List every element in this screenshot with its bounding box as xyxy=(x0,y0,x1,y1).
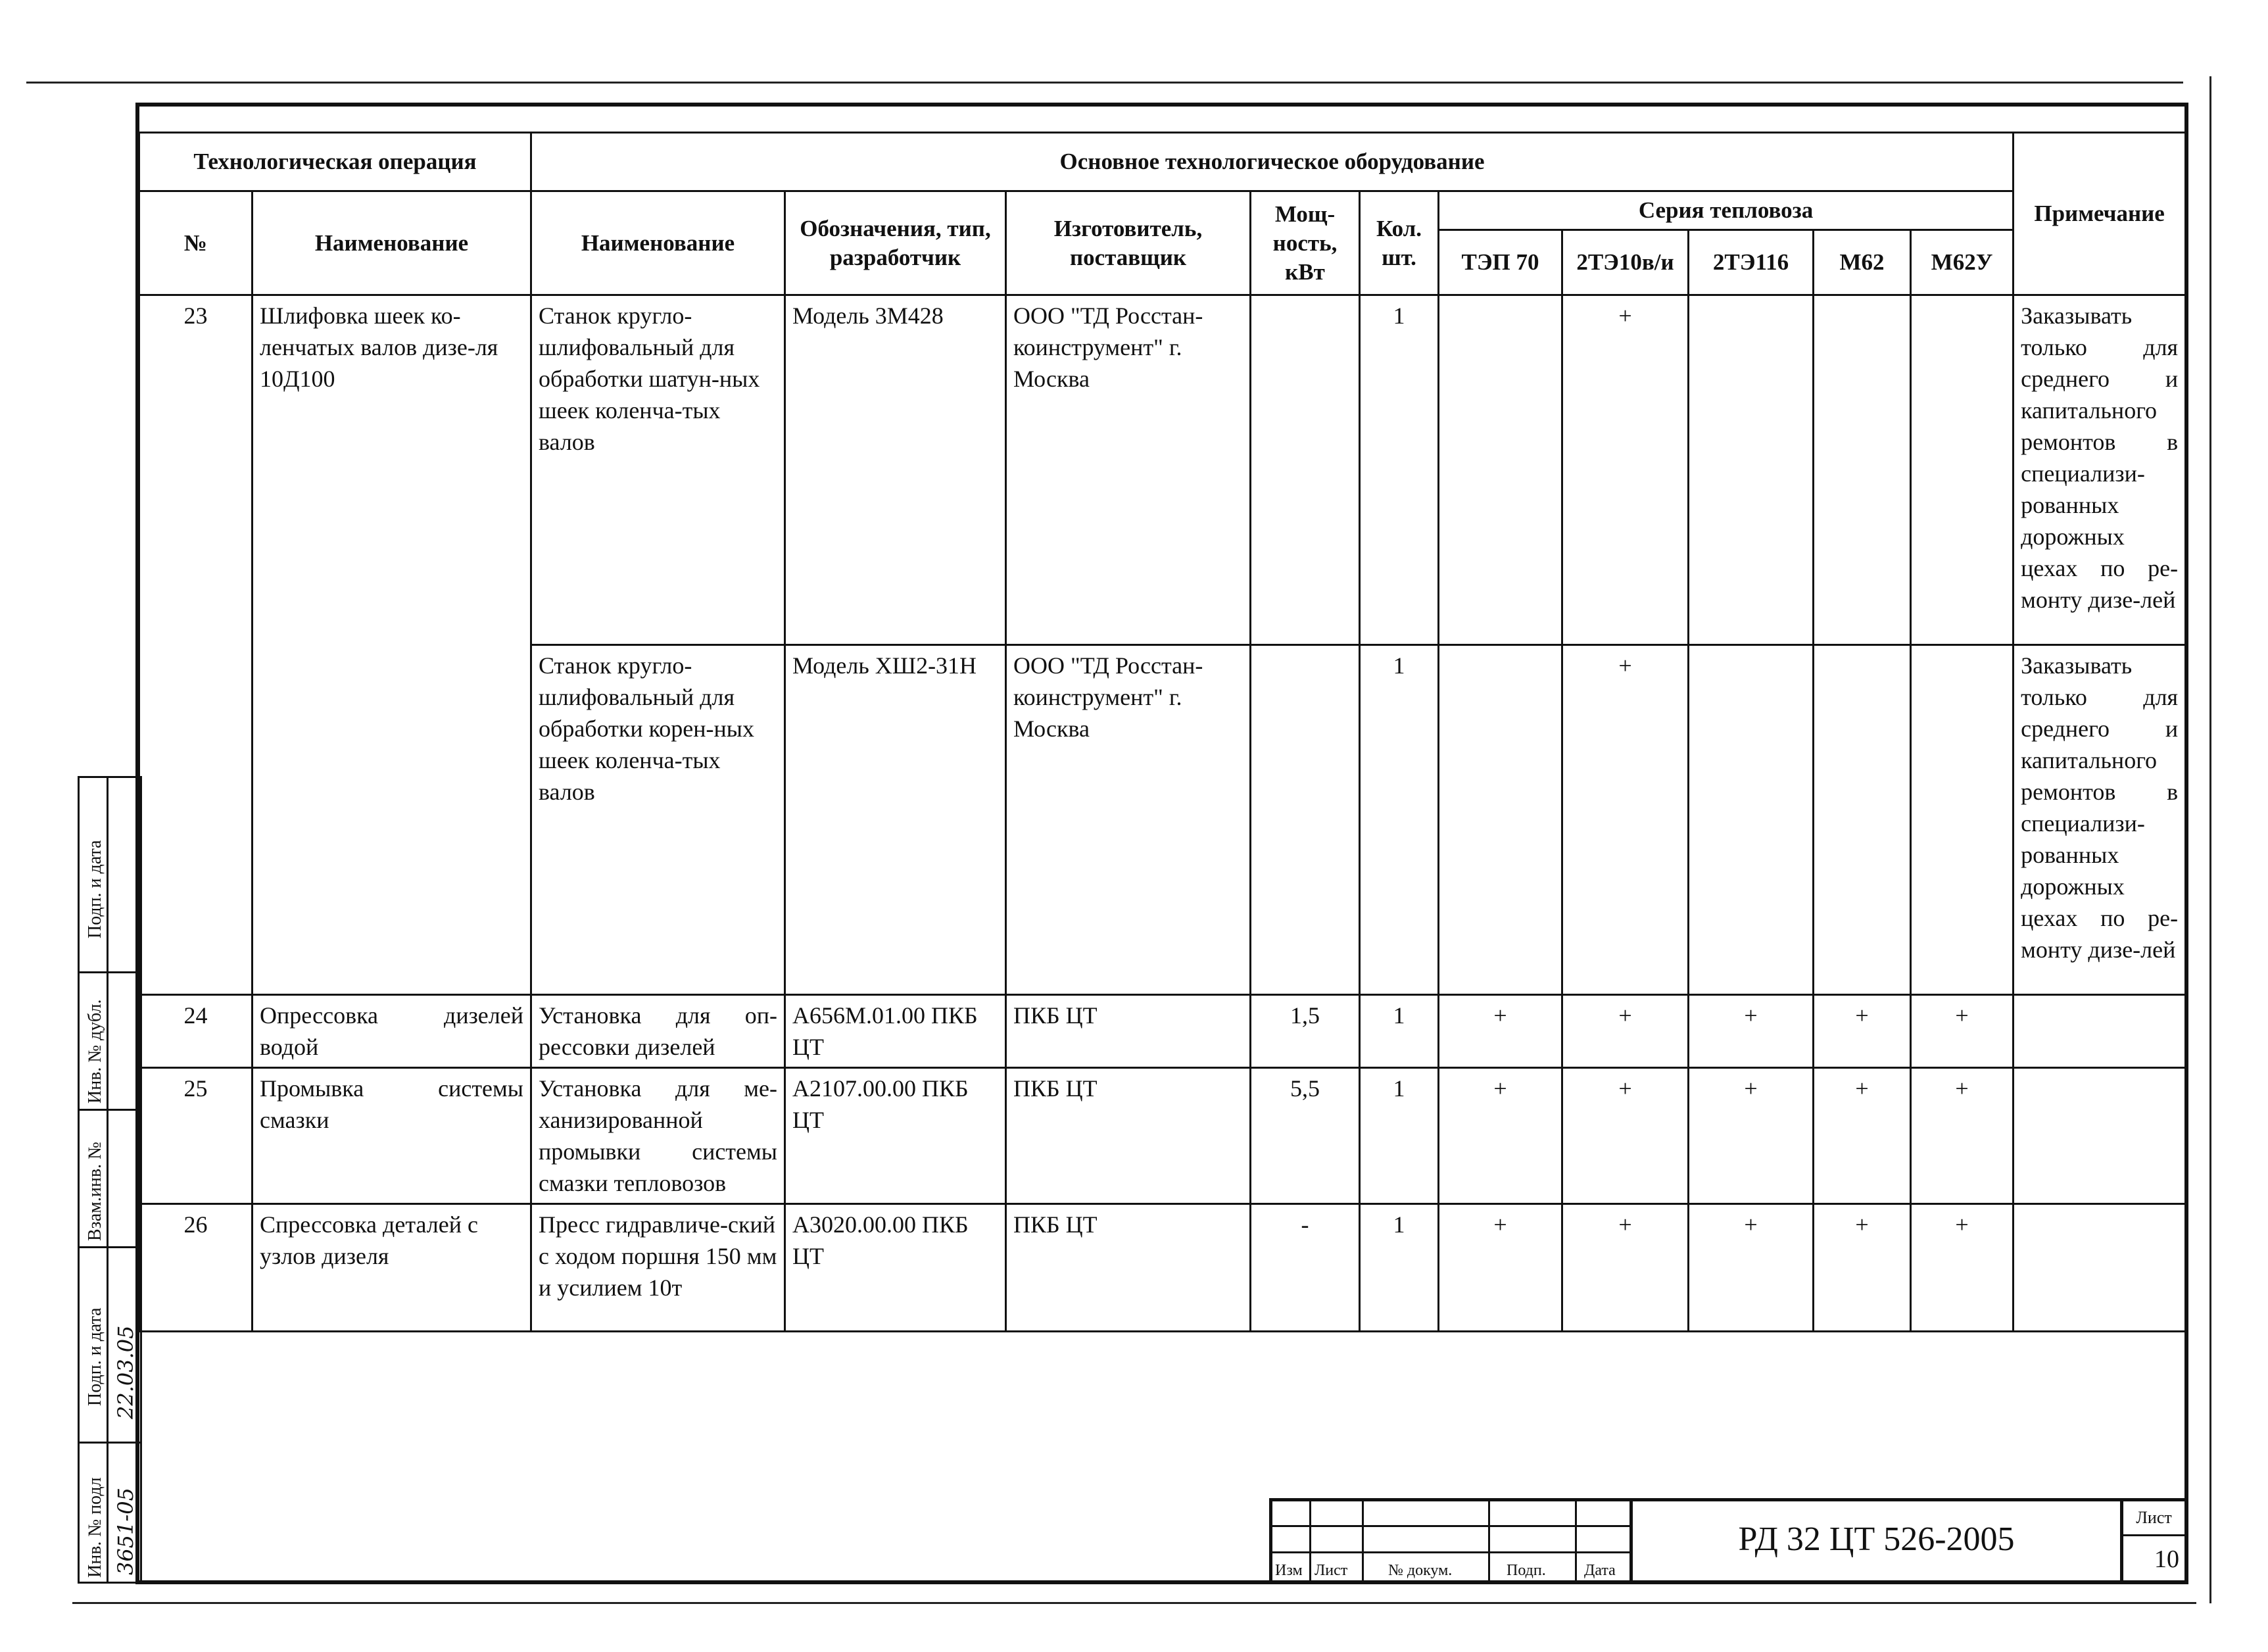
row-loco-2te10: + xyxy=(1562,645,1689,995)
revision-grid xyxy=(1269,1498,1629,1581)
sheet-number: 10 xyxy=(2154,1545,2179,1573)
scan-edge-bottom xyxy=(72,1602,2196,1604)
loco-header-2te10: 2ТЭ10в/и xyxy=(1562,230,1689,295)
eq-name-header: Наименование xyxy=(531,191,785,295)
equipment-header: Основное технологическое оборудование xyxy=(531,133,2014,191)
row-loco-tep70 xyxy=(1439,295,1562,645)
row-loco-m62 xyxy=(1814,645,1911,995)
row-manufacturer: ПКБ ЦТ xyxy=(1006,1068,1251,1204)
strip-cell-sign-date-2 xyxy=(78,1246,142,1444)
loco-header-m62u: М62У xyxy=(1911,230,2014,295)
row-qty: 1 xyxy=(1360,1068,1439,1204)
row-loco-m62u xyxy=(1911,295,2014,645)
row-no: 23 xyxy=(139,295,253,995)
equipment-table xyxy=(138,132,2186,1332)
row-no: 25 xyxy=(139,1068,253,1204)
row-qty: 1 xyxy=(1360,995,1439,1068)
qty-header: Кол. шт. xyxy=(1360,191,1439,295)
row-manufacturer: ООО "ТД Росстан-коинструмент" г. Москва xyxy=(1006,645,1251,995)
row-note xyxy=(2014,995,2186,1068)
row-operation: Шлифовка шеек ко-ленчатых валов дизе-ля 10Д100 xyxy=(253,295,531,995)
row-operation: Спрессовка деталей с узлов дизеля xyxy=(253,1204,531,1332)
document-number: РД 32 ЦТ 526-2005 xyxy=(1629,1498,2120,1581)
binding-strip xyxy=(78,776,142,1584)
sheet-box xyxy=(2120,1498,2184,1581)
strip-handwritten-date: 22.03.05 xyxy=(113,1325,138,1419)
scan-edge-top xyxy=(26,82,2183,84)
row-loco-m62: + xyxy=(1814,1068,1911,1204)
row-power: 5,5 xyxy=(1251,1068,1360,1204)
row-note: Заказывать только для среднего и капитального ремонтов в специализи-рованных дорожных цехах по ре-монту дизе-лей xyxy=(2014,295,2186,645)
row-loco-tep70: + xyxy=(1439,995,1562,1068)
no-header: № xyxy=(139,191,253,295)
strip-label-dup-inv: Инв. № дубл. xyxy=(85,999,105,1104)
series-header: Серия тепловоза xyxy=(1439,191,2014,230)
row-loco-2te10: + xyxy=(1562,295,1689,645)
row-manufacturer: ПКБ ЦТ xyxy=(1006,995,1251,1068)
row-loco-m62u: + xyxy=(1911,1204,2014,1332)
row-equipment: Пресс гидравличе-ский с ходом поршня 150 мм и усилием 10т xyxy=(531,1204,785,1332)
manufacturer-header: Изготовитель, поставщик xyxy=(1006,191,1251,295)
table-row xyxy=(139,295,2186,645)
row-qty: 1 xyxy=(1360,645,1439,995)
row-manufacturer: ООО "ТД Росстан-коинструмент" г. Москва xyxy=(1006,295,1251,645)
tb-label-list: Лист xyxy=(1315,1562,1348,1579)
strip-cell-exch-inv xyxy=(78,1109,142,1248)
row-no: 24 xyxy=(139,995,253,1068)
designation-header: Обозначения, тип, разработчик xyxy=(785,191,1006,295)
strip-label-orig-inv: Инв. № подл xyxy=(85,1477,105,1578)
strip-cell-sign-date-1 xyxy=(78,776,142,973)
row-loco-2te116: + xyxy=(1689,995,1814,1068)
row-loco-m62 xyxy=(1814,295,1911,645)
row-power: 1,5 xyxy=(1251,995,1360,1068)
row-equipment: Станок кругло-шлифовальный для обработки корен-ных шеек коленча-тых валов xyxy=(531,645,785,995)
tb-label-date: Дата xyxy=(1584,1562,1616,1579)
row-loco-tep70: + xyxy=(1439,1068,1562,1204)
row-manufacturer: ПКБ ЦТ xyxy=(1006,1204,1251,1332)
row-designation: Модель ХШ2-31Н xyxy=(785,645,1006,995)
row-equipment: Станок кругло-шлифовальный для обработки шатун-ных шеек коленча-тых валов xyxy=(531,295,785,645)
table-row xyxy=(139,1068,2186,1204)
row-loco-m62: + xyxy=(1814,995,1911,1068)
row-loco-2te116 xyxy=(1689,295,1814,645)
table-row xyxy=(139,1204,2186,1332)
tech-operation-header: Технологическая операция xyxy=(139,133,531,191)
row-loco-2te116: + xyxy=(1689,1068,1814,1204)
row-loco-tep70 xyxy=(1439,645,1562,995)
row-loco-2te10: + xyxy=(1562,1068,1689,1204)
row-loco-2te10: + xyxy=(1562,995,1689,1068)
row-loco-m62u: + xyxy=(1911,995,2014,1068)
strip-label-exch-inv: Взам.инв. № xyxy=(85,1142,105,1241)
row-equipment: Установка для оп-рессовки дизелей xyxy=(531,995,785,1068)
header-row-2 xyxy=(139,191,2186,230)
strip-handwritten-inv: 3651-05 xyxy=(113,1488,138,1575)
loco-header-tep70: ТЭП 70 xyxy=(1439,230,1562,295)
row-equipment: Установка для ме-ханизированной промывки системы смазки тепловозов xyxy=(531,1068,785,1204)
row-loco-tep70: + xyxy=(1439,1204,1562,1332)
op-name-header: Наименование xyxy=(253,191,531,295)
power-header: Мощ-ность, кВт xyxy=(1251,191,1360,295)
note-header: Примечание xyxy=(2014,133,2186,295)
row-operation: Промывка системы смазки xyxy=(253,1068,531,1204)
row-designation: Модель 3М428 xyxy=(785,295,1006,645)
row-loco-2te116 xyxy=(1689,645,1814,995)
header-row-1 xyxy=(139,133,2186,191)
row-qty: 1 xyxy=(1360,295,1439,645)
row-designation: А2107.00.00 ПКБ ЦТ xyxy=(785,1068,1006,1204)
row-loco-2te10: + xyxy=(1562,1204,1689,1332)
strip-label-sign-date-2: Подп. и дата xyxy=(85,1307,105,1406)
row-no: 26 xyxy=(139,1204,253,1332)
sheet-label: Лист xyxy=(2123,1501,2184,1536)
table-row xyxy=(139,995,2186,1068)
row-loco-m62u: + xyxy=(1911,1068,2014,1204)
row-operation: Опрессовка дизелей водой xyxy=(253,995,531,1068)
row-designation: А3020.00.00 ПКБ ЦТ xyxy=(785,1204,1006,1332)
row-loco-m62u xyxy=(1911,645,2014,995)
tb-label-doc-no: № докум. xyxy=(1388,1562,1453,1579)
tb-label-sign: Подп. xyxy=(1507,1562,1546,1579)
loco-header-m62: М62 xyxy=(1814,230,1911,295)
row-designation: А656М.01.00 ПКБ ЦТ xyxy=(785,995,1006,1068)
title-block xyxy=(1269,1498,2184,1581)
row-loco-m62: + xyxy=(1814,1204,1911,1332)
row-note: Заказывать только для среднего и капитального ремонтов в специализи-рованных дорожных цехах по ре-монту дизе-лей xyxy=(2014,645,2186,995)
tb-label-izm: Изм xyxy=(1275,1562,1303,1579)
row-note xyxy=(2014,1204,2186,1332)
row-power xyxy=(1251,645,1360,995)
row-power xyxy=(1251,295,1360,645)
loco-header-2te116: 2ТЭ116 xyxy=(1689,230,1814,295)
row-loco-2te116: + xyxy=(1689,1204,1814,1332)
strip-cell-orig-inv xyxy=(78,1442,142,1584)
row-power: - xyxy=(1251,1204,1360,1332)
row-qty: 1 xyxy=(1360,1204,1439,1332)
scan-edge-right xyxy=(2209,76,2211,1603)
strip-cell-dup-inv xyxy=(78,971,142,1111)
strip-label-sign-date-1: Подп. и дата xyxy=(85,840,105,938)
row-note xyxy=(2014,1068,2186,1204)
